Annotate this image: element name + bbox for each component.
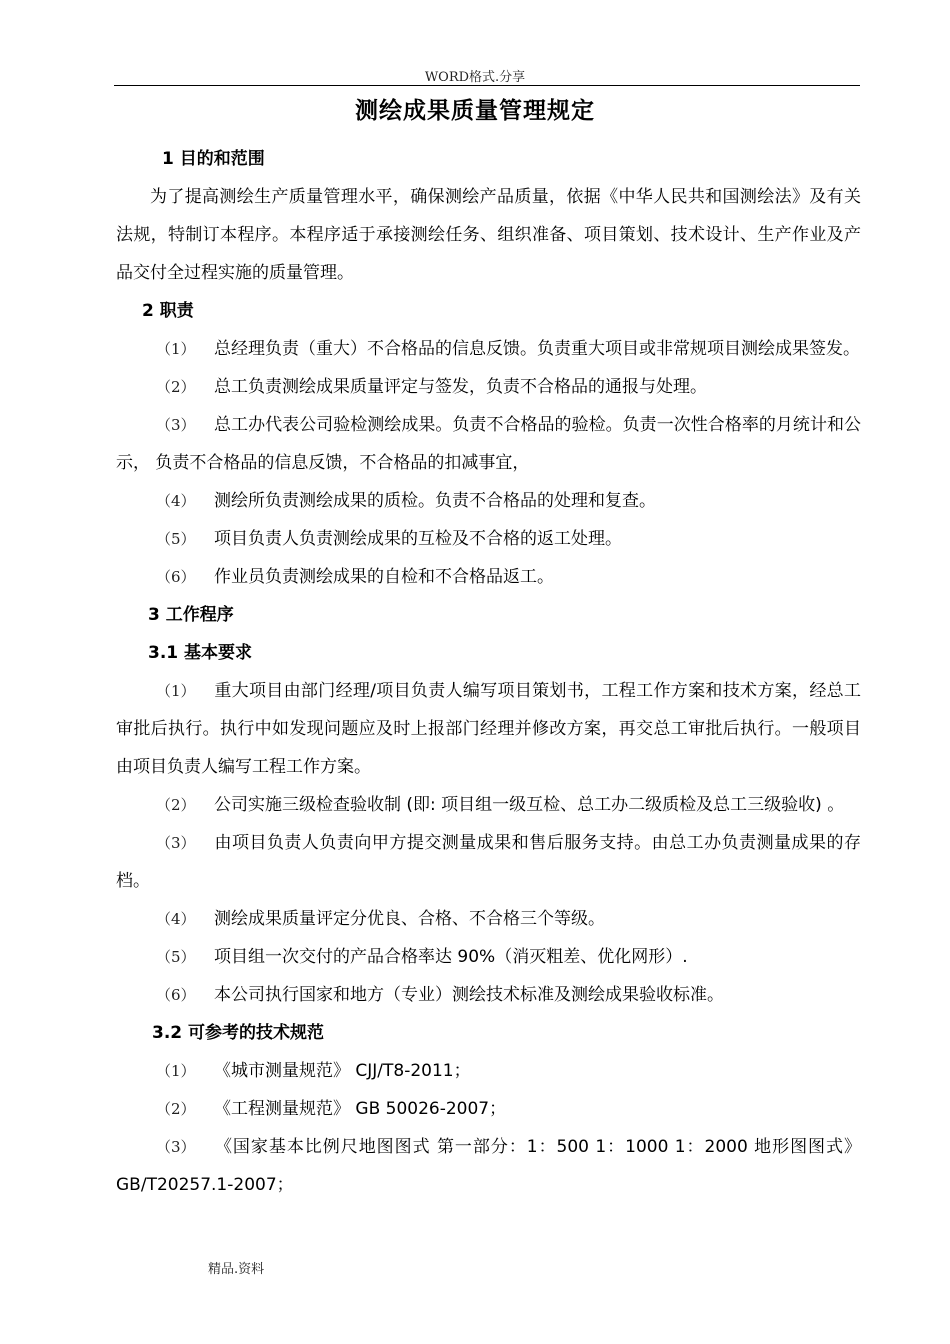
item-number: （6） bbox=[156, 568, 196, 586]
requirement-item bbox=[116, 976, 861, 1014]
duty-item bbox=[116, 368, 861, 406]
item-text: 本公司执行国家和地方（专业）测绘技术标准及测绘成果验收标准。 bbox=[214, 985, 724, 1005]
page-header: WORD格式.分享 bbox=[424, 70, 526, 85]
item-text: 总经理负责（重大）不合格品的信息反馈。负责重大项目或非常规项目测绘成果签发。 bbox=[214, 339, 860, 359]
item-text: 项目负责人负责测绘成果的互检及不合格的返工处理。 bbox=[214, 529, 622, 549]
requirement-item bbox=[116, 786, 861, 824]
section-1-paragraph: 为了提高测绘生产质量管理水平，确保测绘产品质量，依据《中华人民共和国测绘法》及有关法规，特制订本程序。本程序适于承接测绘任务、组织准备、项目策划、技术设计、生产作业及产品交付全过程实施的质量管理。 bbox=[116, 187, 861, 283]
item-number: （6） bbox=[156, 986, 196, 1004]
duty-item bbox=[116, 330, 861, 368]
item-number: （4） bbox=[156, 910, 196, 928]
requirement-item bbox=[116, 900, 861, 938]
item-text: 测绘所负责测绘成果的质检。负责不合格品的处理和复查。 bbox=[214, 491, 656, 511]
section-2-heading: 2 职责 bbox=[142, 301, 194, 321]
item-number: （5） bbox=[156, 530, 196, 548]
standard-item bbox=[116, 1128, 861, 1204]
item-number: （1） bbox=[156, 682, 196, 700]
item-text: 《城市测量规范》 CJJ/T8-2011； bbox=[214, 1061, 471, 1081]
item-text: 项目组一次交付的产品合格率达 90%（消灭粗差、优化网形）. bbox=[214, 947, 688, 967]
item-text: 重大项目由部门经理/项目负责人编写项目策划书，工程工作方案和技术方案，经总工审批后执行。执行中如发现问题应及时上报部门经理并修改方案，再交总工审批后执行。一般项目由项目负责人编写工程工作方案。 bbox=[116, 681, 861, 777]
item-text: 总工负责测绘成果质量评定与签发，负责不合格品的通报与处理。 bbox=[214, 377, 707, 397]
requirement-item bbox=[116, 938, 861, 976]
item-number: （3） bbox=[156, 416, 196, 434]
item-number: （2） bbox=[156, 378, 196, 396]
item-text: 《国家基本比例尺地图图式 第一部分：1：500 1：1000 1：2000 地形图图式》GB/T20257.1-2007； bbox=[116, 1137, 861, 1195]
page-footer: 精品.资料 bbox=[208, 1262, 265, 1277]
item-number: （2） bbox=[156, 1100, 196, 1118]
item-number: （2） bbox=[156, 796, 196, 814]
duty-item bbox=[116, 482, 861, 520]
duty-item bbox=[116, 520, 861, 558]
standard-item bbox=[116, 1090, 861, 1128]
item-number: （5） bbox=[156, 948, 196, 966]
section-3-2-heading: 3.2 可参考的技术规范 bbox=[152, 1023, 325, 1043]
item-number: （1） bbox=[156, 1062, 196, 1080]
item-number: （4） bbox=[156, 492, 196, 510]
duty-item bbox=[116, 406, 861, 482]
section-1-heading: 1 目的和范围 bbox=[162, 149, 265, 169]
item-number: （3） bbox=[156, 834, 196, 852]
item-number: （3） bbox=[156, 1138, 196, 1156]
document-title: 测绘成果质量管理规定 bbox=[355, 98, 595, 124]
section-3-heading: 3 工作程序 bbox=[148, 605, 234, 625]
item-text: 由项目负责人负责向甲方提交测量成果和售后服务支持。由总工办负责测量成果的存档。 bbox=[116, 833, 861, 891]
header-rule bbox=[114, 85, 860, 86]
item-text: 测绘成果质量评定分优良、合格、不合格三个等级。 bbox=[214, 909, 605, 929]
item-number: （1） bbox=[156, 340, 196, 358]
standard-item bbox=[116, 1052, 861, 1090]
requirement-item bbox=[116, 824, 861, 900]
section-3-1-heading: 3.1 基本要求 bbox=[148, 643, 253, 663]
item-text: 总工办代表公司验检测绘成果。负责不合格品的验检。负责一次性合格率的月统计和公示， 负责不合格品的信息反馈，不合格品的扣减事宜， bbox=[116, 415, 861, 473]
document-body bbox=[116, 140, 861, 1204]
item-text: 作业员负责测绘成果的自检和不合格品返工。 bbox=[214, 567, 554, 587]
item-text: 《工程测量规范》 GB 50026-2007； bbox=[214, 1099, 507, 1119]
duty-item bbox=[116, 558, 861, 596]
requirement-item bbox=[116, 672, 861, 786]
item-text: 公司实施三级检查验收制 (即: 项目组一级互检、总工办二级质检及总工三级验收) 。 bbox=[214, 795, 845, 815]
